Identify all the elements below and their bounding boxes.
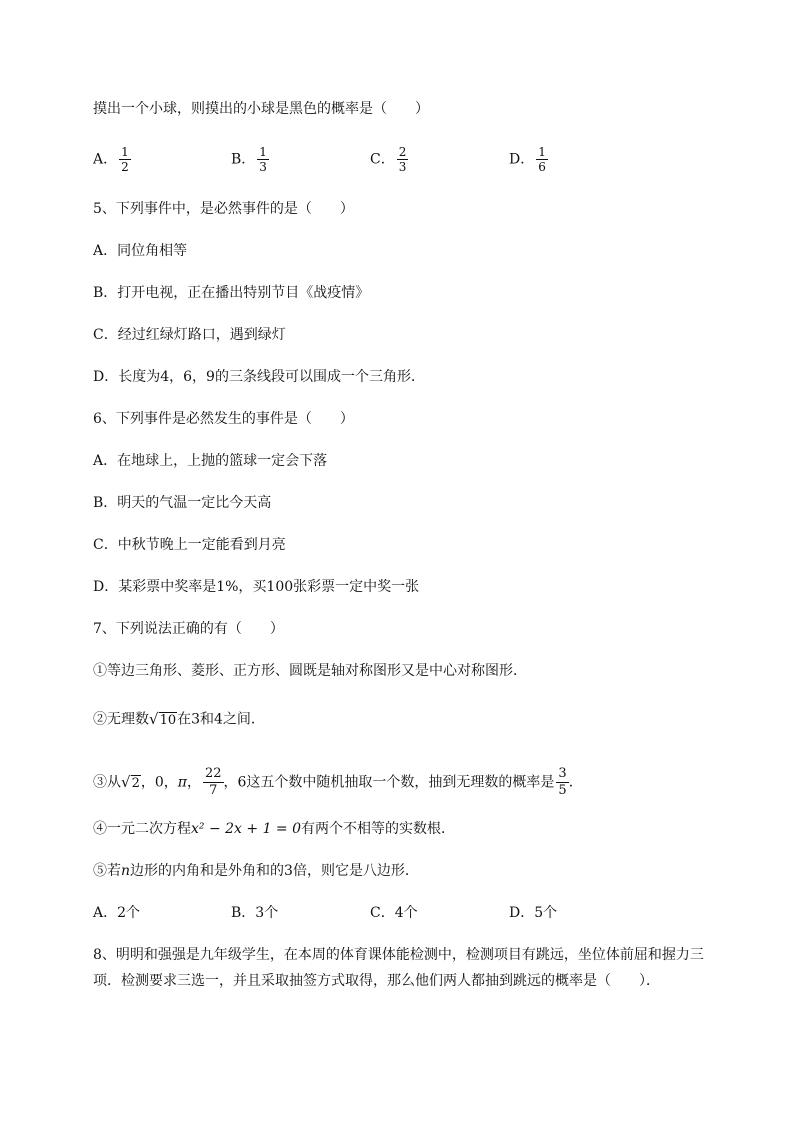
question-7-option-b: B．3个 — [231, 905, 279, 921]
denominator: 2 — [121, 160, 129, 174]
numerator: 22 — [204, 766, 222, 781]
statement-text: 边形的内角和是外角和的3倍，则它是八边形． — [130, 863, 419, 879]
question-5-option-c: C．经过红绿灯路口，遇到绿灯 — [93, 327, 286, 343]
denominator: 5 — [558, 783, 567, 798]
denominator: 3 — [259, 160, 267, 174]
denominator: 3 — [398, 160, 407, 174]
question-7-option-c: C．4个 — [370, 905, 418, 921]
statement-text: ，0， — [140, 774, 178, 791]
question-6-option-d: D．某彩票中奖率是1%，买100张彩票一定中奖一张 — [93, 579, 420, 595]
statement-text: ，6这五个数中随机抽取一个数，抽到无理数的概率是 — [223, 774, 555, 791]
statement-text: 有两个不相等的实数根． — [301, 821, 456, 837]
question-8-line-1: 8、明明和强强是九年级学生，在本周的体育课体能检测中，检测项目有跳远，坐位体前屈和握力三 — [93, 947, 704, 963]
question-7-statement-4 — [93, 819, 455, 839]
statement-text: ②无理数 — [93, 711, 149, 728]
statement-text: ④一元二次方程 — [93, 821, 191, 837]
option-d — [509, 145, 548, 174]
question-5-option-b: B．打开电视，正在播出特别节目《战疫情》 — [93, 285, 370, 301]
statement-text: 在3和4之间． — [177, 711, 265, 728]
denominator: 7 — [209, 783, 218, 798]
numerator: 2 — [398, 145, 407, 159]
question-intro: 摸出一个小球，则摸出的小球是黑色的概率是（ ） — [93, 101, 429, 117]
question-7-stem: 7、下列说法正确的有（ ） — [93, 621, 284, 637]
question-6-option-c: C．中秋节晚上一定能看到月亮 — [93, 537, 286, 553]
numerator: 1 — [538, 145, 546, 159]
option-label: A． — [93, 151, 118, 168]
question-7-statement-2 — [93, 709, 265, 730]
pi-symbol: π — [177, 774, 187, 791]
radicand: 10 — [159, 713, 177, 728]
sqrt-expression — [149, 709, 177, 730]
statement-text: ③从 — [93, 774, 121, 791]
question-7-statement-3 — [93, 766, 583, 799]
question-7-statement-1: ①等边三角形、菱形、正方形、圆既是轴对称图形又是中心对称图形． — [93, 663, 527, 679]
radical-sign: √ — [121, 773, 131, 791]
question-5-option-d: D．长度为4，6，9的三条线段可以围成一个三角形． — [93, 369, 425, 385]
variable-n: n — [121, 863, 131, 879]
fraction — [257, 145, 269, 174]
fraction — [536, 145, 548, 174]
denominator: 6 — [538, 160, 546, 174]
question-5-stem: 5、下列事件中，是必然事件的是（ ） — [93, 201, 354, 217]
fraction — [119, 145, 131, 174]
question-5-option-a: A．同位角相等 — [93, 243, 188, 259]
option-c — [370, 145, 408, 174]
equation: x² − 2x + 1 = 0 — [191, 821, 302, 837]
sqrt-expression — [121, 772, 141, 793]
question-7-statement-5 — [93, 861, 419, 881]
question-8-line-2: 项．检测要求三选一，并且采取抽签方式取得，那么他们两人都抽到跳远的概率是（ ）． — [93, 973, 660, 989]
option-label: D． — [509, 151, 535, 168]
radical-sign: √ — [149, 710, 159, 728]
fraction — [397, 145, 409, 174]
numerator: 1 — [121, 145, 129, 159]
option-a — [93, 145, 131, 174]
question-7-option-a: A．2个 — [93, 905, 141, 921]
option-b — [231, 145, 269, 174]
fraction — [556, 766, 568, 799]
statement-text: ． — [568, 774, 583, 791]
numerator: 1 — [259, 145, 267, 159]
statement-text: ， — [186, 774, 201, 791]
radicand: 2 — [131, 776, 140, 791]
question-7-option-d: D．5个 — [509, 905, 558, 921]
fraction — [203, 766, 224, 799]
option-label: C． — [370, 151, 395, 168]
question-6-option-a: A．在地球上，上抛的篮球一定会下落 — [93, 453, 328, 469]
numerator: 3 — [558, 766, 567, 781]
question-6-option-b: B．明天的气温一定比今天高 — [93, 495, 272, 511]
statement-text: ⑤若 — [93, 863, 121, 879]
option-label: B． — [231, 151, 256, 168]
question-6-stem: 6、下列事件是必然发生的事件是（ ） — [93, 411, 354, 427]
